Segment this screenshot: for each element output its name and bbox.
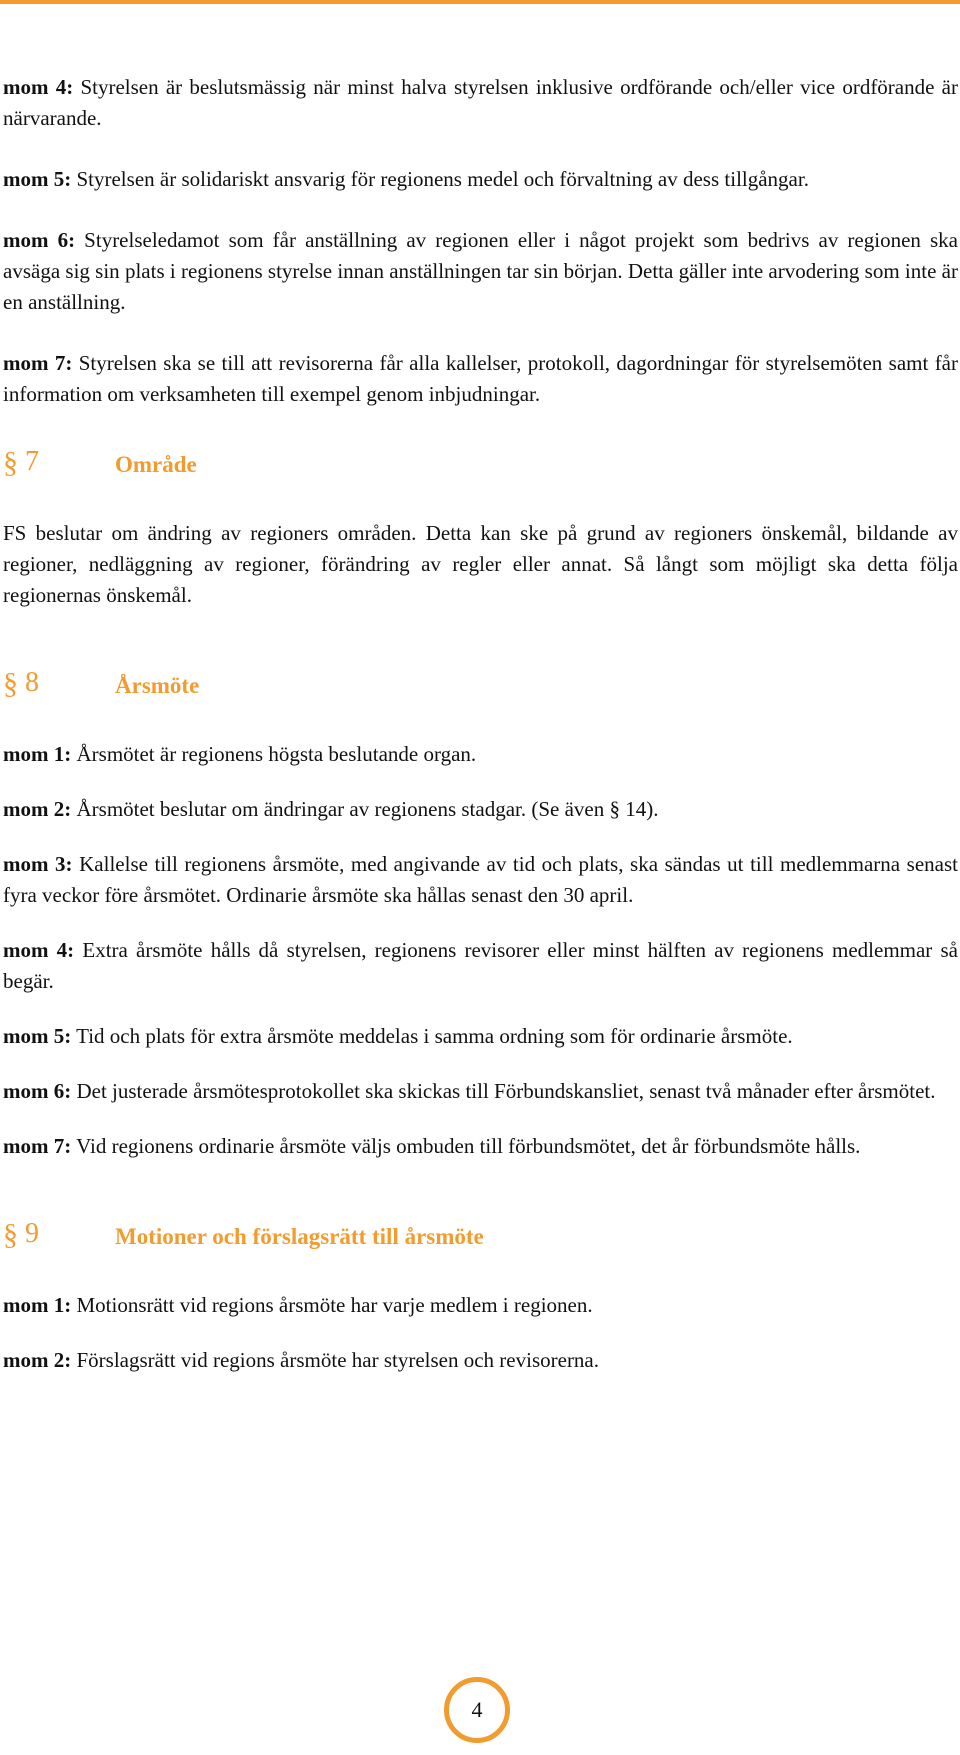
mom-text: Tid och plats för extra årsmöte meddelas i samma ordning som för ordinarie årsmöte.	[71, 1024, 793, 1048]
mom-label: mom 5:	[3, 1024, 72, 1048]
mom-label: mom 1:	[3, 1293, 72, 1317]
mom-text: Årsmötet beslutar om ändringar av regionens stadgar. (Se även § 14).	[71, 797, 659, 821]
paragraph-s8-mom6	[3, 1076, 958, 1107]
section-9-heading	[3, 1218, 958, 1258]
paragraph-s8-mom5	[3, 1021, 958, 1052]
mom-label: mom 1:	[3, 742, 72, 766]
mom-text: Styrelseledamot som får anställning av regionen eller i något projekt som bedrivs av regionen ska avsäga sig sin plats i regionens styrelse innan anställningen tar sin början. Detta gäller inte arvodering som inte är en anställning.	[3, 228, 958, 314]
mom-text: Styrelsen ska se till att revisorerna får alla kallelser, protokoll, dagordningar för styrelsemöten samt får information om verksamheten till exempel genom inbjudningar.	[3, 351, 958, 406]
paragraph-s6-mom6	[3, 225, 958, 318]
mom-label: mom 6:	[3, 228, 76, 252]
mom-text: Årsmötet är regionens högsta beslutande organ.	[71, 742, 477, 766]
section-title: Område	[115, 452, 197, 477]
mom-text: Styrelsen är beslutsmässig när minst halva styrelsen inklusive ordförande och/eller vice ordförande är närvarande.	[3, 75, 958, 130]
section-sign-icon: §	[3, 667, 18, 700]
paragraph-s8-mom4	[3, 935, 958, 997]
mom-label: mom 5:	[3, 167, 72, 191]
paragraph-s9-mom1	[3, 1290, 958, 1321]
mom-label: mom 7:	[3, 1134, 72, 1158]
section-number: 7	[25, 446, 39, 477]
paragraph-s8-mom3	[3, 849, 958, 911]
mom-label: mom 4:	[3, 938, 75, 962]
paragraph-s6-mom4	[3, 72, 958, 134]
mom-label: mom 4:	[3, 75, 74, 99]
paragraph-s7-body: FS beslutar om ändring av regioners områden. Detta kan ske på grund av regioners önskemål, bildande av regioner, nedläggning av regioner, förändring av regler eller annat. Så långt som möjligt ska detta följa regionernas önskemål.	[3, 521, 958, 607]
section-number: 8	[25, 667, 39, 698]
section-title: Motioner och förslagsrätt till årsmöte	[115, 1224, 484, 1249]
section-sign-icon: §	[3, 446, 18, 479]
mom-text: Förslagsrätt vid regions årsmöte har styrelsen och revisorerna.	[71, 1348, 600, 1372]
mom-label: mom 6:	[3, 1079, 72, 1103]
top-rule	[0, 0, 960, 4]
paragraph-s8-mom7	[3, 1131, 958, 1162]
section-sign-icon: §	[3, 1218, 18, 1251]
section-7-heading	[3, 446, 958, 486]
mom-label: mom 7:	[3, 351, 73, 375]
mom-text: Motionsrätt vid regions årsmöte har varje medlem i regionen.	[71, 1293, 593, 1317]
page-number: 4	[444, 1677, 510, 1743]
mom-text: Kallelse till regionens årsmöte, med angivande av tid och plats, ska sändas ut till medlemmarna senast fyra veckor före årsmötet. Ordinarie årsmöte ska hållas senast den 30 april.	[3, 852, 958, 907]
section-8-heading	[3, 667, 958, 707]
section-number: 9	[25, 1218, 39, 1249]
mom-text: Det justerade årsmötesprotokollet ska skickas till Förbundskansliet, senast två månader efter årsmötet.	[71, 1079, 936, 1103]
paragraph-s8-mom2	[3, 794, 958, 825]
document-page	[3, 72, 958, 1406]
mom-text: Styrelsen är solidariskt ansvarig för regionens medel och förvaltning av dess tillgångar.	[71, 167, 809, 191]
section-title: Årsmöte	[115, 673, 200, 698]
paragraph-s6-mom5	[3, 164, 958, 195]
mom-label: mom 2:	[3, 1348, 72, 1372]
mom-label: mom 3:	[3, 852, 73, 876]
mom-text: Extra årsmöte hålls då styrelsen, regionens revisorer eller minst hälften av regionens medlemmar så begär.	[3, 938, 958, 993]
mom-text: Vid regionens ordinarie årsmöte väljs ombuden till förbundsmötet, det år förbundsmöte hålls.	[71, 1134, 861, 1158]
paragraph-s9-mom2	[3, 1345, 958, 1376]
paragraph-s8-mom1	[3, 739, 958, 770]
paragraph-s6-mom7	[3, 348, 958, 410]
mom-label: mom 2:	[3, 797, 72, 821]
